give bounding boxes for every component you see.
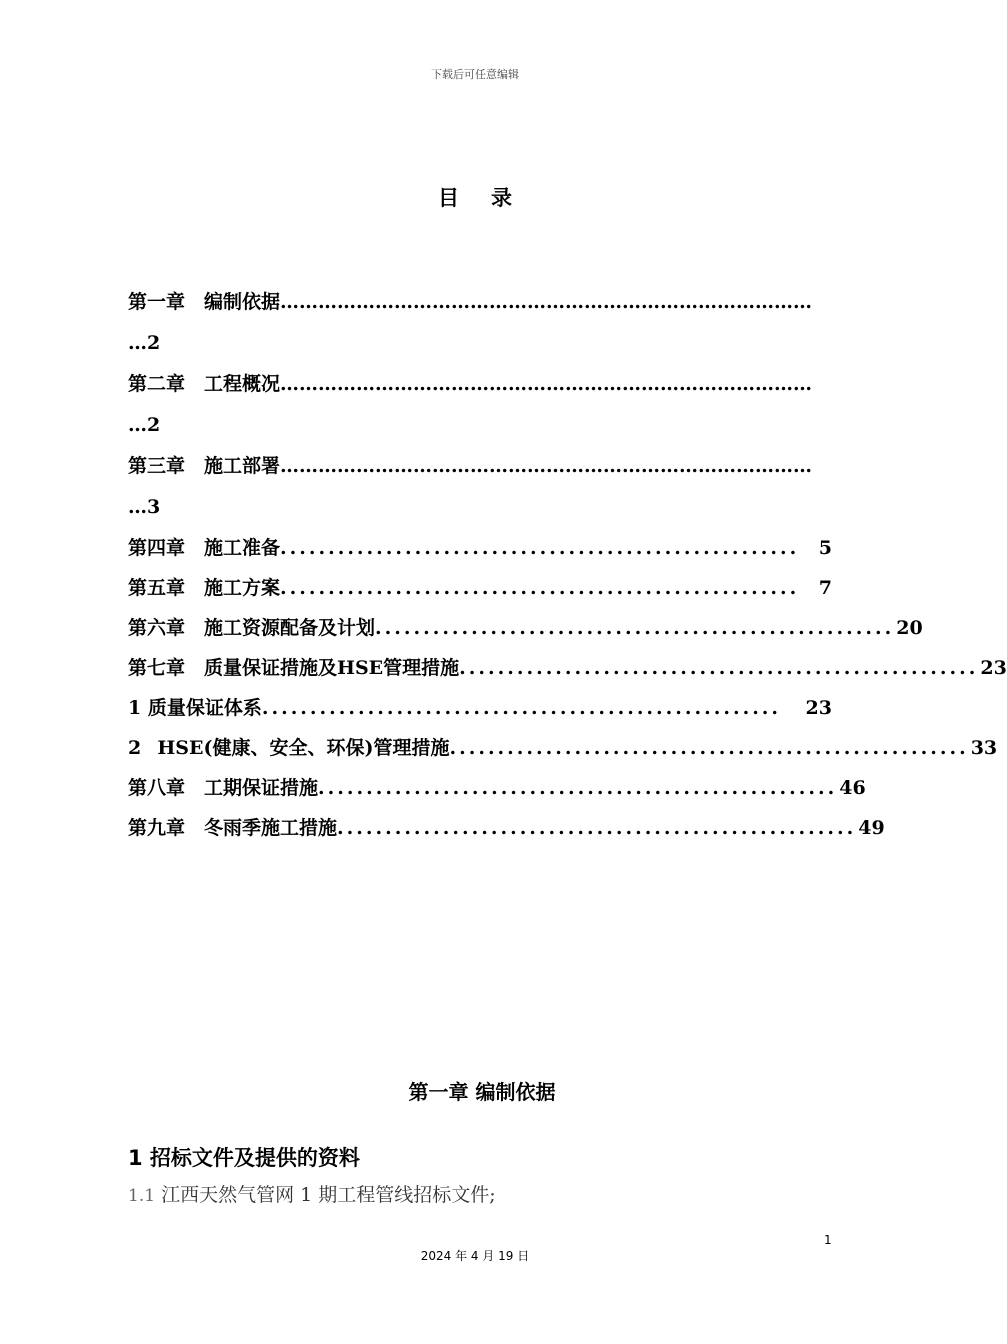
toc-entry-chapter-8[interactable] bbox=[128, 768, 866, 808]
toc-entry-page: 46 bbox=[839, 777, 866, 799]
page-number: 1 bbox=[824, 1233, 832, 1247]
toc-entry-label: 第六章 施工资源配备及计划 bbox=[128, 617, 376, 639]
toc-title: 目录 bbox=[438, 186, 544, 210]
section-heading: 1 招标文件及提供的资料 bbox=[128, 1146, 360, 1170]
toc-entry-page: …3 bbox=[128, 496, 161, 518]
toc-entry-label: 第一章 编制依据 bbox=[128, 291, 281, 313]
toc-entry-chapter-6[interactable] bbox=[128, 608, 923, 648]
toc-entry-leader: ………………………………………………………………………… bbox=[280, 291, 813, 313]
toc-entry-leader: ...................................................... bbox=[261, 697, 782, 719]
toc-entry-chapter-4[interactable] bbox=[128, 528, 832, 568]
table-of-contents bbox=[128, 282, 1007, 848]
toc-entry-page: …2 bbox=[128, 332, 161, 354]
toc-entry-page: 23 bbox=[805, 697, 832, 719]
toc-entry-chapter-5[interactable] bbox=[128, 568, 832, 608]
toc-entry-page: 5 bbox=[818, 537, 832, 559]
toc-entry-leader: ...................................................... bbox=[459, 657, 979, 679]
paragraph-number: 1.1 bbox=[128, 1186, 156, 1206]
toc-entry-label: 第二章 工程概况 bbox=[128, 373, 281, 395]
toc-entry-leader: ………………………………………………………………………… bbox=[280, 455, 813, 477]
page-header: 下载后可任意编辑 bbox=[431, 68, 519, 81]
chapter-heading: 第一章 编制依据 bbox=[408, 1080, 556, 1104]
toc-entry-label: 第三章 施工部署 bbox=[128, 455, 281, 477]
toc-entry-leader: ………………………………………………………………………… bbox=[280, 373, 813, 395]
toc-entry-page: 20 bbox=[896, 617, 923, 639]
toc-entry-chapter-3[interactable] bbox=[128, 446, 832, 528]
toc-entry-page: 23 bbox=[980, 657, 1007, 679]
toc-entry-label: 第八章 工期保证措施 bbox=[128, 777, 319, 799]
toc-entry-label: 第七章 质量保证措施及HSE管理措施 bbox=[128, 657, 460, 679]
footer-date: 2024 年 4 月 19 日 bbox=[420, 1249, 530, 1263]
toc-entry-chapter-1[interactable] bbox=[128, 282, 832, 364]
toc-entry-leader: ...................................................... bbox=[337, 817, 857, 839]
toc-entry-label: 2 HSE(健康、安全、环保)管理措施 bbox=[128, 737, 450, 759]
toc-entry-leader: ...................................................... bbox=[280, 537, 800, 559]
toc-entry-label: 1 质量保证体系 bbox=[128, 697, 262, 719]
body-paragraph bbox=[128, 1180, 496, 1207]
toc-entry-leader: ...................................................... bbox=[280, 577, 800, 599]
toc-entry-label: 第五章 施工方案 bbox=[128, 577, 281, 599]
toc-entry-section-1[interactable] bbox=[128, 688, 832, 728]
toc-entry-label: 第九章 冬雨季施工措施 bbox=[128, 817, 338, 839]
toc-entry-page: 33 bbox=[970, 737, 998, 759]
toc-entry-chapter-2[interactable] bbox=[128, 364, 832, 446]
toc-entry-label: 第四章 施工准备 bbox=[128, 537, 281, 559]
toc-entry-leader: ...................................................... bbox=[318, 777, 838, 799]
toc-entry-page: …2 bbox=[128, 414, 161, 436]
toc-entry-leader: ...................................................... bbox=[449, 737, 969, 759]
toc-entry-chapter-9[interactable] bbox=[128, 808, 885, 848]
paragraph-text: 江西天然气管网 1 期工程管线招标文件; bbox=[161, 1184, 496, 1206]
toc-entry-section-2[interactable] bbox=[128, 728, 998, 768]
toc-entry-page: 7 bbox=[818, 577, 832, 599]
toc-entry-chapter-7[interactable] bbox=[128, 648, 1007, 688]
toc-entry-page: 49 bbox=[858, 817, 885, 839]
toc-entry-leader: ...................................................... bbox=[375, 617, 895, 639]
